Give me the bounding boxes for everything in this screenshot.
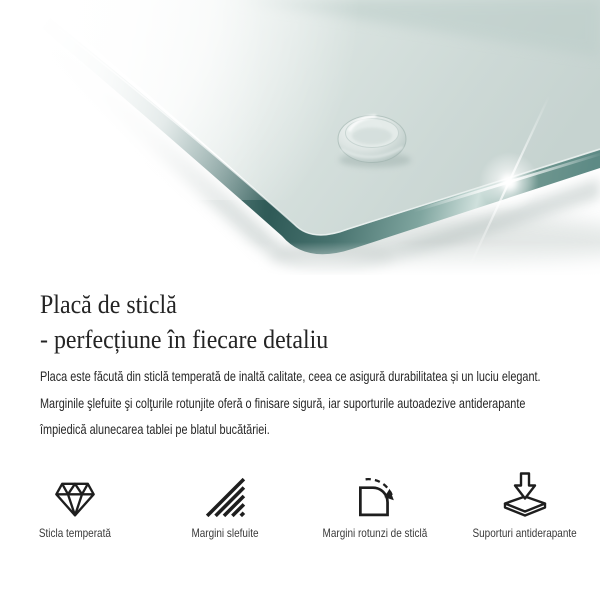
feature-label: Margini rotunzi de sticlă (322, 526, 428, 540)
feature-label: Sticla temperată (38, 526, 112, 540)
topleft-white-haze (0, 0, 420, 200)
product-description (40, 364, 600, 444)
description-line: Placa este făcută din sticlă temperată de inaltă calitate, ceea ce asigură durabilitatea și un luciu elegant. (40, 369, 541, 384)
glass-board-photo-illustration (0, 0, 600, 275)
hero-image (0, 0, 600, 275)
rounded-corner-icon (352, 470, 398, 518)
text-section (0, 287, 600, 444)
description-line: Marginile şlefuite şi colţurile rotunjite oferă o finisare sigură, iar suporturile autoadezive antiderapante (40, 395, 526, 411)
feature-label: Margini slefuite (191, 526, 259, 540)
bottom-white-fade (0, 242, 600, 275)
description-line: împiedică alunecarea tablei pe blatul bucătăriei. (40, 422, 270, 437)
page-title (40, 287, 600, 357)
feature-rounded-corners (300, 470, 450, 541)
feature-antislip-supports (450, 470, 600, 541)
diamond-icon (54, 470, 96, 518)
feature-polished-edges (150, 470, 300, 541)
page-title-line2: - perfecțiune în fiecare detaliu (40, 325, 329, 354)
features-row (0, 470, 600, 541)
page-title-line1: Placă de sticlă (40, 290, 177, 319)
feature-label: Suporturi antiderapante (472, 526, 578, 540)
feature-tempered-glass (0, 470, 150, 541)
anti-slip-pad-icon (501, 470, 549, 518)
polished-edges-icon (204, 470, 246, 518)
